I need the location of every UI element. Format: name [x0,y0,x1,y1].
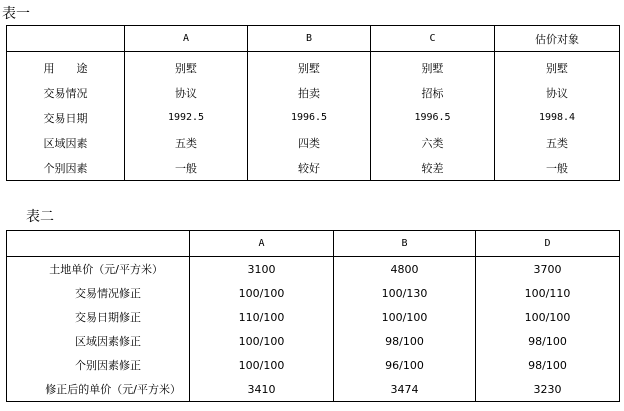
table-cell: 别墅 [371,52,495,81]
table1-header-cell: B [248,26,371,52]
table-cell: 110/100 [190,305,334,329]
row-label: 用 途 [7,52,125,81]
table1-header-cell: C [371,26,495,52]
price-adjustment-table [6,230,620,402]
table-row [7,155,620,181]
table2-header-cell [7,231,190,257]
table2-header-cell: D [476,231,620,257]
table1-header-row [7,26,620,52]
table-cell: 100/100 [334,305,476,329]
comparison-cases-table [6,25,620,181]
table1-header-cell: 估价对象 [495,26,620,52]
table-cell: 1992.5 [125,105,248,130]
table-row [7,353,620,377]
row-label: 交易情况修正 [7,281,190,305]
table-cell: 100/100 [190,329,334,353]
row-label: 区域因素修正 [7,329,190,353]
row-label: 交易情况 [7,80,125,105]
table2-caption: 表二 [26,209,54,225]
table-cell: 98/100 [476,353,620,377]
table-row [7,130,620,155]
table-cell: 五类 [125,130,248,155]
table-cell: 3230 [476,377,620,402]
table2-header-row [7,231,620,257]
table-cell: 3100 [190,257,334,282]
table-row [7,257,620,282]
table-row [7,281,620,305]
row-label: 土地单价（元/平方米） [7,257,190,282]
table-cell: 98/100 [476,329,620,353]
table-cell: 别墅 [248,52,371,81]
table1-caption: 表一 [2,6,30,22]
table-cell: 招标 [371,80,495,105]
table-cell: 3410 [190,377,334,402]
table1-header-cell [7,26,125,52]
table1-header-cell: A [125,26,248,52]
table-row [7,377,620,402]
table-row [7,329,620,353]
table-cell: 别墅 [495,52,620,81]
table-cell: 100/130 [334,281,476,305]
table-cell: 3474 [334,377,476,402]
table-cell: 100/100 [190,353,334,377]
table-cell: 较差 [371,155,495,181]
table-cell: 3700 [476,257,620,282]
table-cell: 协议 [125,80,248,105]
table-row [7,305,620,329]
row-label: 个别因素 [7,155,125,181]
table-cell: 四类 [248,130,371,155]
row-label: 修正后的单价（元/平方米） [7,377,190,402]
row-label: 个别因素修正 [7,353,190,377]
row-label: 交易日期修正 [7,305,190,329]
row-label: 交易日期 [7,105,125,130]
table-cell: 1996.5 [248,105,371,130]
table-cell: 100/100 [476,305,620,329]
table-row [7,52,620,81]
table2-header-cell: B [334,231,476,257]
table-cell: 六类 [371,130,495,155]
table-cell: 100/110 [476,281,620,305]
table-cell: 98/100 [334,329,476,353]
table-cell: 五类 [495,130,620,155]
table-cell: 1998.4 [495,105,620,130]
row-label: 区域因素 [7,130,125,155]
table-cell: 一般 [495,155,620,181]
table-cell: 较好 [248,155,371,181]
table-cell: 1996.5 [371,105,495,130]
table-cell: 96/100 [334,353,476,377]
table-cell: 协议 [495,80,620,105]
table-cell: 一般 [125,155,248,181]
table-cell: 4800 [334,257,476,282]
table2-header-cell: A [190,231,334,257]
table-row [7,80,620,105]
table-row [7,105,620,130]
table-cell: 拍卖 [248,80,371,105]
table-cell: 别墅 [125,52,248,81]
table-cell: 100/100 [190,281,334,305]
